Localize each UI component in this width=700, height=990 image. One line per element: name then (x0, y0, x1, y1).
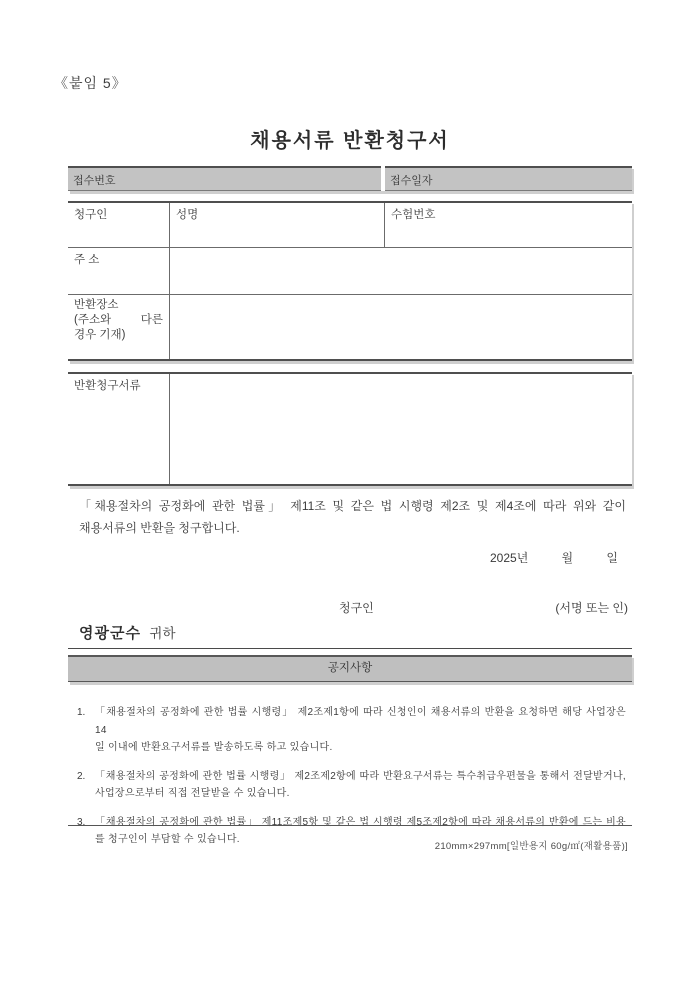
address-label: 주 소 (74, 254, 100, 266)
notice-item-2-number: 2. (77, 770, 86, 782)
return-place-label-cell (68, 295, 170, 359)
documents-table (68, 372, 632, 486)
notice-item-2-line1: 「채용절차의 공정화에 관한 법률 시행령」 제2조제2항에 따라 반환요구서류는 특수취급우편물을 통해서 전달받거나, (95, 770, 626, 782)
notice-item-1-body (95, 704, 626, 757)
paper-spec-footer: 210mm×297mm[일반용지 60g/㎡(재활용품)] (434, 841, 628, 852)
date-year: 2025년 (490, 551, 529, 565)
applicant-label-cell (68, 203, 170, 247)
notice-item-1-number: 1. (77, 707, 86, 718)
notice-item-3-line1: 「채용절차의 공정화에 관한 법률」 제11조제5항 및 같은 법 시행령 제5조제2항에 따라 채용서류의 반환에 드는 비용 (95, 816, 626, 828)
signature-line (0, 599, 700, 615)
applicant-label: 청구인 (74, 209, 108, 221)
return-place-label-line2: (주소와 다른 (74, 314, 163, 326)
receipt-header-bar (68, 166, 632, 191)
notice-header-label: 공지사항 (327, 662, 373, 674)
notice-list (77, 704, 626, 860)
exam-number-label: 수험번호 (391, 209, 436, 221)
date-day: 일 (606, 551, 618, 565)
notice-item-1-line2: 일 이내에 반환요구서류를 발송하도록 하고 있습니다. (95, 742, 333, 753)
addressee-line (79, 622, 176, 643)
receipt-date-cell (385, 166, 632, 191)
date-month: 월 (561, 551, 574, 565)
address-label-cell (68, 248, 170, 294)
addressee-name: 영광군수 (79, 625, 141, 642)
signature-seal-label: (서명 또는 인) (555, 601, 628, 615)
receipt-number-cell (68, 166, 381, 191)
return-place-label-line1: 반환장소 (74, 299, 119, 311)
return-place-input-area (170, 295, 632, 359)
notice-item-1 (77, 704, 626, 757)
annex-label: 《붙임 5》 (54, 75, 127, 91)
date-line (490, 549, 618, 566)
notice-item-2-line2: 사업장으로부터 직접 전달받을 수 있습니다. (95, 788, 290, 799)
page-title: 채용서류 반환청구서 (250, 130, 450, 152)
receipt-date-label: 접수일자 (390, 175, 433, 187)
receipt-number-label: 접수번호 (73, 175, 116, 187)
address-input-area (170, 248, 632, 294)
declaration-line2: 채용서류의 반환을 청구합니다. (79, 521, 240, 535)
table-row-return-place (68, 295, 632, 359)
table-row-applicant (68, 203, 632, 248)
notice-item-3-line2: 를 청구인이 부담할 수 있습니다. (95, 834, 240, 845)
divider-above-notice (68, 648, 632, 649)
declaration-line1: 「채용절차의 공정화에 관한 법률」 제11조 및 같은 법 시행령 제2조 및 제4조에 따라 위와 같이 (79, 499, 626, 513)
name-label: 성명 (176, 209, 199, 221)
notice-item-2 (77, 768, 626, 803)
table-row-address (68, 248, 632, 295)
applicant-table (68, 201, 632, 361)
documents-input-area (170, 374, 632, 484)
documents-label-cell (68, 374, 170, 484)
notice-item-2-body (95, 768, 626, 803)
return-place-label-line3: 경우 기재) (74, 329, 126, 341)
notice-item-1-line1: 「채용절차의 공정화에 관한 법률 시행령」 제2조제1항에 따라 신청인이 채용서류의 반환을 요청하면 해당 사업장은 14 (95, 707, 626, 736)
notice-item-3-number: 3. (77, 816, 86, 828)
documents-label: 반환청구서류 (74, 380, 141, 392)
declaration-paragraph (79, 495, 626, 539)
name-cell (170, 203, 385, 247)
notice-header-bar (68, 655, 632, 682)
addressee-honorific: 귀하 (149, 626, 176, 641)
signature-applicant-label: 청구인 (339, 601, 374, 615)
divider-above-footer (68, 825, 632, 826)
table-row-documents (68, 374, 632, 484)
exam-number-cell (385, 203, 632, 247)
